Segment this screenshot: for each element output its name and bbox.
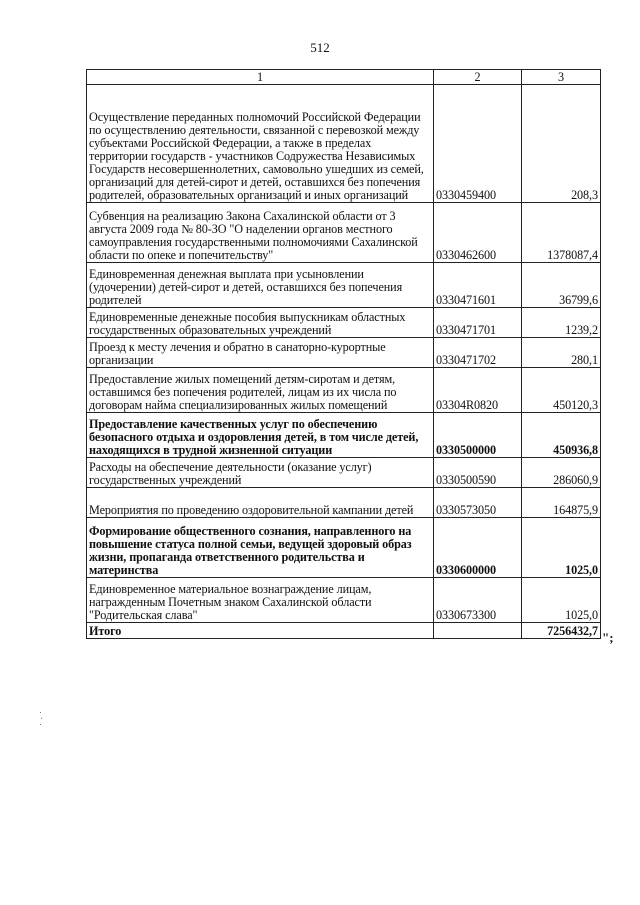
scan-speck <box>40 712 41 713</box>
row-amount: 450936,8 <box>522 413 601 458</box>
row-amount: 1378087,4 <box>522 203 601 263</box>
table-row <box>87 203 601 263</box>
row-code: 0330573050 <box>434 488 522 518</box>
table-row <box>87 458 601 488</box>
row-name: Расходы на обеспечение деятельности (оказание услуг) государственных учреждений <box>87 458 434 488</box>
row-code: 0330471701 <box>434 308 522 338</box>
row-code: 0330459400 <box>434 85 522 203</box>
row-code: 0330462600 <box>434 203 522 263</box>
scan-speck <box>41 718 42 719</box>
row-amount: 280,1 <box>522 338 601 368</box>
table-row <box>87 413 601 458</box>
table-row <box>87 488 601 518</box>
total-amount: 7256432,7 <box>522 623 601 639</box>
row-amount: 1025,0 <box>522 578 601 623</box>
table-row <box>87 308 601 338</box>
total-code <box>434 623 522 639</box>
row-amount: 286060,9 <box>522 458 601 488</box>
page-number: 512 <box>310 40 330 55</box>
header-col-1: 1 <box>87 70 434 85</box>
row-code: 0330471702 <box>434 338 522 368</box>
row-name: Единовременная денежная выплата при усыновлении (удочерении) детей-сирот и детей, оставшихся без попечения родителей <box>87 263 434 308</box>
header-col-3: 3 <box>522 70 601 85</box>
table-row <box>87 263 601 308</box>
row-name: Предоставление жилых помещений детям-сиротам и детям, оставшимся без попечения родителей, лицам из их числа по договорам найма специализированных жилых помещений <box>87 368 434 413</box>
total-row <box>87 623 601 639</box>
row-amount: 1025,0 <box>522 518 601 578</box>
row-amount: 36799,6 <box>522 263 601 308</box>
row-code: 0330500000 <box>434 413 522 458</box>
row-name: Формирование общественного сознания, направленного на повышение статуса полной семьи, ведущей здоровый образ жизни, пропаганда ответственного родительства и материнства <box>87 518 434 578</box>
table-row <box>87 85 601 203</box>
row-code: 0330600000 <box>434 518 522 578</box>
scan-speck <box>40 724 41 725</box>
table-row <box>87 338 601 368</box>
table-header-row <box>87 70 601 85</box>
row-name: Предоставление качественных услуг по обеспечению безопасного отдыха и оздоровления детей, в том числе детей, находящихся в трудной жизненной ситуации <box>87 413 434 458</box>
row-amount: 1239,2 <box>522 308 601 338</box>
total-label: Итого <box>87 623 434 639</box>
table-row <box>87 518 601 578</box>
table-row <box>87 578 601 623</box>
table-row <box>87 368 601 413</box>
row-amount: 450120,3 <box>522 368 601 413</box>
row-amount: 208,3 <box>522 85 601 203</box>
header-col-2: 2 <box>434 70 522 85</box>
row-name: Осуществление переданных полномочий Российской Федерации по осуществлению деятельности, связанной с перевозкой между субъектами Российской Федерации, а также в пределах территории государств - участников Содружества Независимых Государств несовершеннолетних, самовольно ушедших из семей, организаций для детей-сирот и детей, оставшихся без попечения родителей, образовательных организаций и иных организаций <box>87 85 434 203</box>
row-code: 0330471601 <box>434 263 522 308</box>
row-code: 0330673300 <box>434 578 522 623</box>
row-name: Единовременное материальное вознаграждение лицам, награжденным Почетным знаком Сахалинской области "Родительская слава" <box>87 578 434 623</box>
row-code: 03304R0820 <box>434 368 522 413</box>
row-name: Единовременные денежные пособия выпускникам областных государственных образовательных учреждений <box>87 308 434 338</box>
row-name: Мероприятия по проведению оздоровительной кампании детей <box>87 488 434 518</box>
row-name: Проезд к месту лечения и обратно в санаторно-курортные организации <box>87 338 434 368</box>
row-amount: 164875,9 <box>522 488 601 518</box>
closing-quote: "; <box>602 630 614 645</box>
budget-table <box>86 69 601 639</box>
row-name: Субвенция на реализацию Закона Сахалинской области от 3 августа 2009 года № 80-ЗО "О наделении органов местного самоуправления государственными полномочиями Сахалинской области по опеке и попечительству" <box>87 203 434 263</box>
row-code: 0330500590 <box>434 458 522 488</box>
